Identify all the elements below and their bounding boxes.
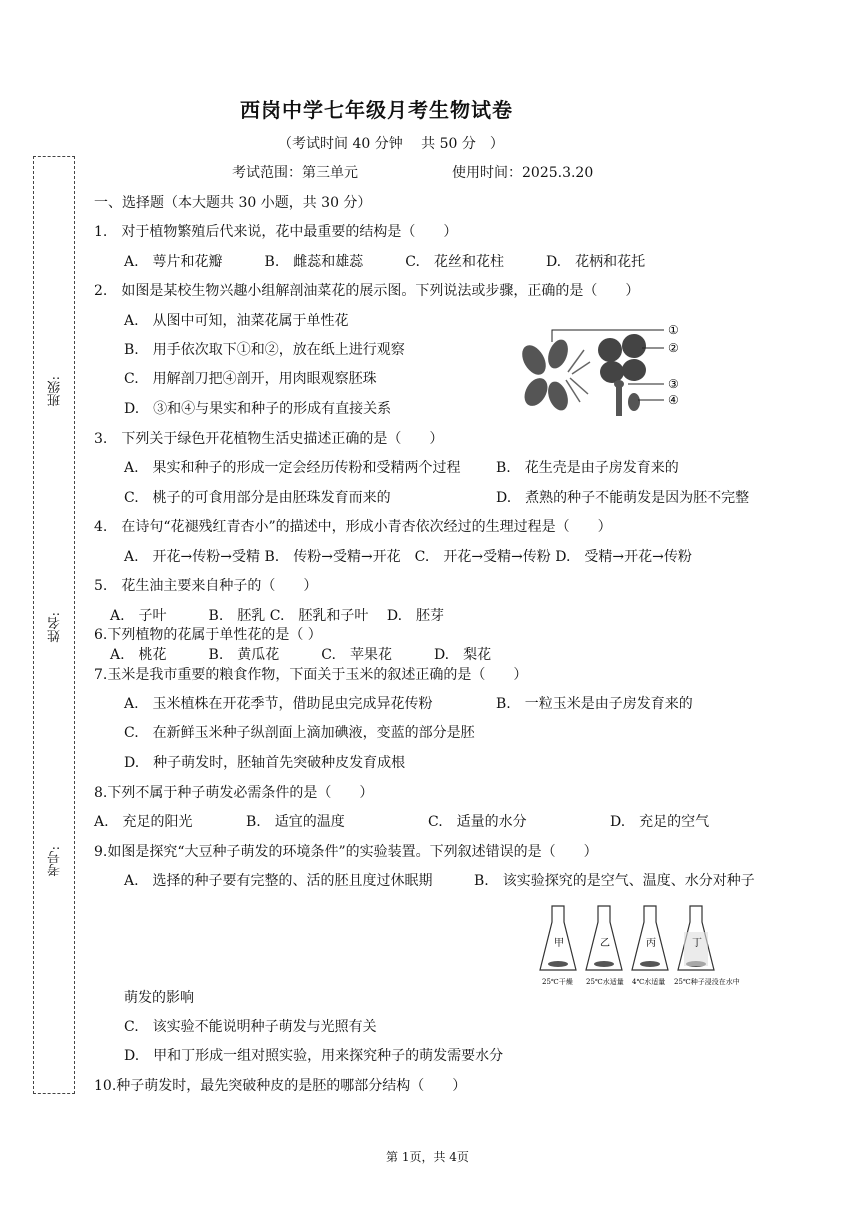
question-7: 7.玉米是我市重要的粮食作物，下面关于玉米的叙述正确的是（ ）: [94, 667, 528, 683]
sepals: [517, 337, 571, 413]
question-7-option-d: D. 种子萌发时，胚轴首先突破种皮发育成根: [124, 755, 406, 771]
question-7-option-c: C. 在新鲜玉米种子纵剖面上滴加碘液，变蓝的部分是胚: [124, 725, 475, 741]
flask-label-ding: 丁: [692, 938, 702, 949]
question-8-option-b: B. 适宜的温度: [246, 814, 345, 830]
question-3-option-c: C. 桃子的可食用部分是由胚珠发育而来的: [124, 490, 391, 506]
question-8-option-a: A. 充足的阳光: [94, 814, 193, 830]
exam-scope: 考试范围：第三单元: [232, 165, 358, 181]
class-label: 班级:: [48, 376, 63, 407]
flower-label-2: ②: [668, 341, 679, 355]
question-2: 2. 如图是某校生物兴趣小组解剖油菜花的展示图。下列说法或步骤，正确的是（ ）: [94, 283, 640, 299]
flask-label-yi: 乙: [600, 938, 610, 949]
exam-duration: （考试时间 40 分钟 共 50 分 ）: [278, 136, 504, 152]
petals: [598, 334, 646, 383]
page-footer: 第 1页，共 4页: [386, 1150, 469, 1164]
question-9-option-a: A. 选择的种子要有完整的、活的胚且度过休眠期: [124, 873, 433, 889]
question-9-option-b: B. 该实验探究的是空气、温度、水分对种子: [474, 873, 755, 889]
question-4-options: A. 开花→传粉→受精 B. 传粉→受精→开花 C. 开花→受精→传粉 D. 受精→开花→传粉: [124, 549, 692, 565]
question-6: 6.下列植物的花属于单性花的是（ ）: [94, 627, 322, 643]
flower-label-3: ③: [668, 377, 679, 391]
question-7-option-b: B. 一粒玉米是由子房发育来的: [496, 696, 693, 712]
question-1: 1. 对于植物繁殖后代来说，花中最重要的结构是（ ）: [94, 224, 458, 240]
name-label: 姓名:: [48, 612, 63, 643]
question-7-option-a: A. 玉米植株在开花季节，借助昆虫完成异花传粉: [124, 696, 433, 712]
germination-flasks-figure: [536, 904, 741, 988]
stamens: [566, 350, 590, 402]
question-9-option-c: C. 该实验不能说明种子萌发与光照有关: [124, 1019, 377, 1035]
flask-label-bing: 丙: [646, 938, 656, 949]
question-5-options: A. 子叶 B. 胚乳 C. 胚乳和子叶 D. 胚芽: [110, 608, 445, 624]
section-heading: 一、选择题（本大题共 30 小题，共 30 分）: [94, 195, 372, 211]
question-2-option-a: A. 从图中可知，油菜花属于单性花: [124, 313, 349, 329]
question-5: 5. 花生油主要来自种子的（ ）: [94, 578, 318, 594]
question-2-option-b: B. 用手依次取下①和②，放在纸上进行观察: [124, 342, 405, 358]
question-8: 8.下列不属于种子萌发必需条件的是（ ）: [94, 785, 374, 801]
question-4: 4. 在诗句“花褪残红青杏小”的描述中，形成小青杏依次经过的生理过程是（ ）: [94, 519, 612, 535]
question-10: 10.种子萌发时，最先突破种皮的是胚的哪部分结构（ ）: [94, 1078, 467, 1094]
question-9-option-b-continued: 萌发的影响: [124, 990, 194, 1006]
question-9-option-d: D. 甲和丁形成一组对照实验，用来探究种子的萌发需要水分: [124, 1048, 504, 1064]
question-6-options: A. 桃花 B. 黄瓜花 C. 苹果花 D. 梨花: [110, 647, 492, 663]
flask-caption-3: 4℃水适量: [632, 978, 666, 986]
question-3-option-d: D. 煮熟的种子不能萌发是因为胚不完整: [496, 490, 750, 506]
question-2-option-c: C. 用解剖刀把④剖开，用肉眼观察胚珠: [124, 371, 377, 387]
question-3: 3. 下列关于绿色开花植物生活史描述正确的是（ ）: [94, 431, 444, 447]
flask-caption-2: 25℃水适量: [586, 978, 624, 986]
question-8-option-d: D. 充足的空气: [610, 814, 710, 830]
question-1-options: A. 萼片和花瓣 B. 雌蕊和雄蕊 C. 花丝和花柱 D. 花柄和花托: [124, 254, 646, 270]
pistil: [614, 380, 640, 416]
flask-caption-1: 25℃干燥: [542, 978, 573, 986]
flower-dissection-figure: [512, 322, 692, 422]
flask-label-jia: 甲: [554, 938, 564, 949]
flask-caption-4: 25℃种子浸没在水中: [674, 978, 740, 986]
number-label: 考号:: [48, 846, 63, 877]
flower-label-1: ①: [668, 323, 679, 337]
flower-label-4: ④: [668, 393, 679, 407]
exam-date: 使用时间：2025.3.20: [452, 165, 594, 181]
question-8-option-c: C. 适量的水分: [428, 814, 527, 830]
question-9: 9.如图是探究“大豆种子萌发的环境条件”的实验装置。下列叙述错误的是（ ）: [94, 844, 598, 860]
page-title: 西岗中学七年级月考生物试卷: [240, 98, 513, 122]
question-3-option-b: B. 花生壳是由子房发育来的: [496, 460, 679, 476]
question-2-option-d: D. ③和④与果实和种子的形成有直接关系: [124, 401, 392, 417]
question-3-option-a: A. 果实和种子的形成一定会经历传粉和受精两个过程: [124, 460, 461, 476]
seeds: [548, 961, 706, 967]
